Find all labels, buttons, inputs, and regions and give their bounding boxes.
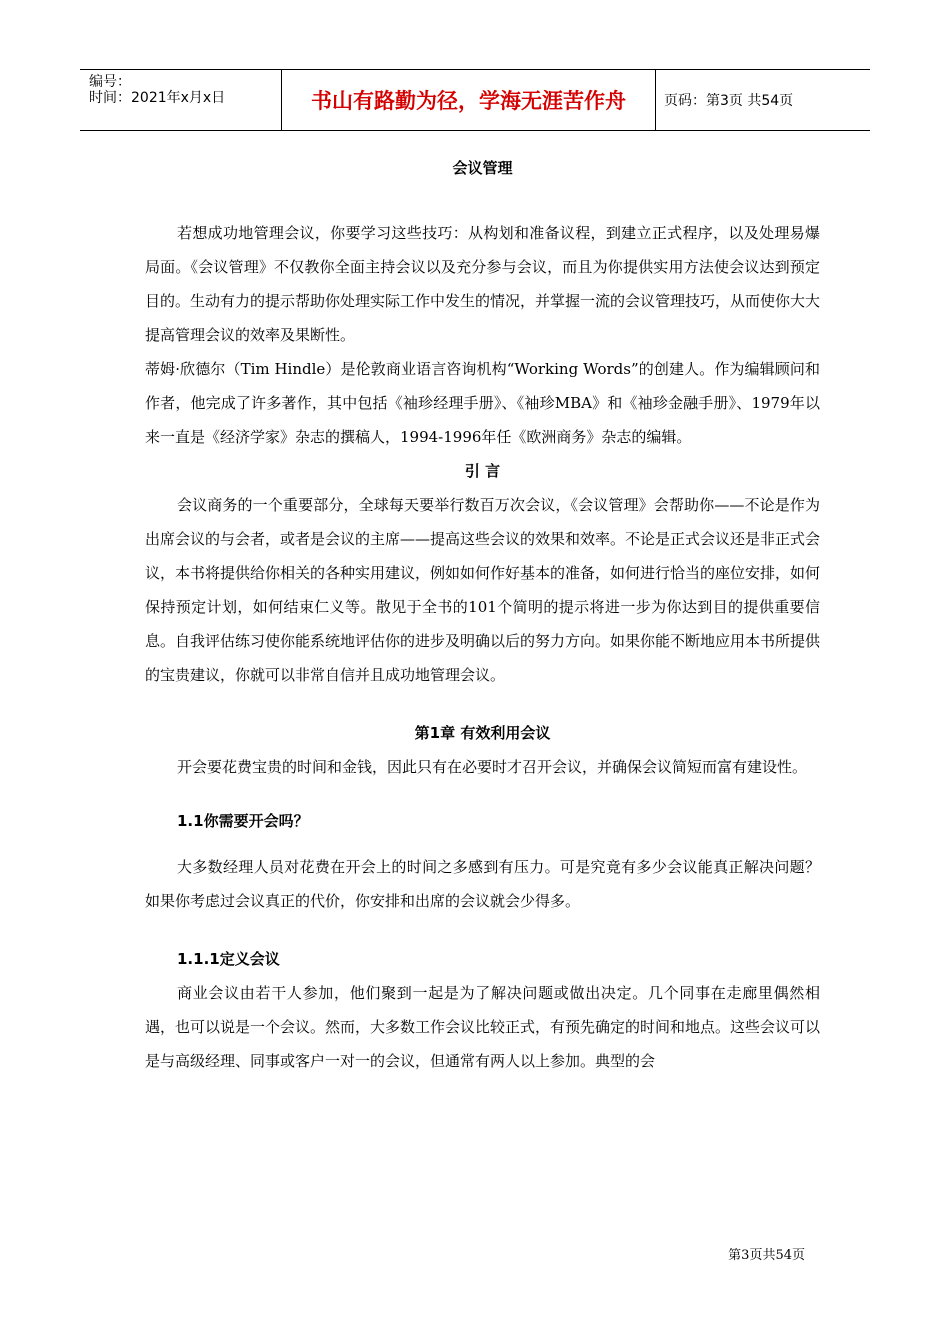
- header-meta: [80, 70, 280, 130]
- spacer: [145, 692, 820, 716]
- document-number-label: 编号：: [89, 74, 131, 90]
- section-heading-1-1: 1.1你需要开会吗？: [177, 812, 309, 830]
- header-page-info: 页码：第3页 共54页: [664, 93, 794, 109]
- section-paragraph-1-1-1: 商业会议由若干人参加，他们聚到一起是为了解决问题或做出决定。几个同事在走廊里偶然相遇，也可以说是一个会议。然而，大多数工作会议比较正式，有预先确定的时间和地点。这些会议可以是与高级经理、同事或客户一对一的会议，但通常有两人以上参加。典型的会: [145, 984, 821, 1070]
- section-heading-1-1-1: 1.1.1定义会议: [177, 950, 280, 968]
- page-footer: 第3页共54页: [728, 1248, 805, 1263]
- spacer: [145, 186, 820, 216]
- author-paragraph: 蒂姆·欣德尔（Tim Hindle）是伦敦商业语言咨询机构“Working Words”的创建人。作为编辑顾问和作者，他完成了许多著作，其中包括《袖珍经理手册》、《袖珍MBA》和《袖珍金融手册》、1979年以来一直是《经济学家》杂志的撰稿人，1994-1996年任《欧洲商务》杂志的编辑。: [145, 360, 820, 446]
- document-body: [145, 150, 820, 1078]
- section-paragraph-1-1: 大多数经理人员对花费在开会上的时间之多感到有压力。可是究竟有多少会议能真正解决问题？如果你考虑过会议真正的代价，你安排和出席的会议就会少得多。: [145, 858, 820, 910]
- preface-heading: 引 言: [464, 462, 501, 480]
- chapter-heading: 第1章 有效利用会议: [414, 724, 551, 742]
- spacer: [145, 918, 820, 942]
- spacer: [145, 838, 820, 850]
- document-date: 时间：2021年x月x日: [89, 90, 226, 106]
- document-title: 会议管理: [452, 159, 513, 177]
- chapter-paragraph: 开会要花费宝贵的时间和金钱，因此只有在必要时才召开会议，并确保会议简短而富有建设性。: [177, 758, 808, 776]
- preface-paragraph: 会议商务的一个重要部分，全球每天要举行数百万次会议，《会议管理》会帮助你——不论是作为出席会议的与会者，或者是会议的主席——提高这些会议的效果和效率。不论是正式会议还是非正式会议，本书将提供给你相关的各种实用建议，例如如何作好基本的准备，如何进行恰当的座位安排，如何保持预定计划，如何结束仁义等。散见于全书的101个简明的提示将进一步为你达到目的提供重要信息。自我评估练习使你能系统地评估你的进步及明确以后的努力方向。如果你能不断地应用本书所提供的宝贵建议，你就可以非常自信并且成功地管理会议。: [145, 496, 821, 684]
- spacer: [145, 784, 820, 804]
- page-header: [80, 69, 870, 131]
- intro-paragraph: 若想成功地管理会议，你要学习这些技巧：从构划和准备议程，到建立正式程序，以及处理易爆局面。《会议管理》不仅教你全面主持会议以及充分参与会议，而且为你提供实用方法使会议达到预定目的。生动有力的提示帮助你处理实际工作中发生的情况，并掌握一流的会议管理技巧，从而使你大大提高管理会议的效率及果断性。: [145, 224, 821, 344]
- header-motto: 书山有路勤为径，学海无涯苦作舟: [281, 70, 656, 130]
